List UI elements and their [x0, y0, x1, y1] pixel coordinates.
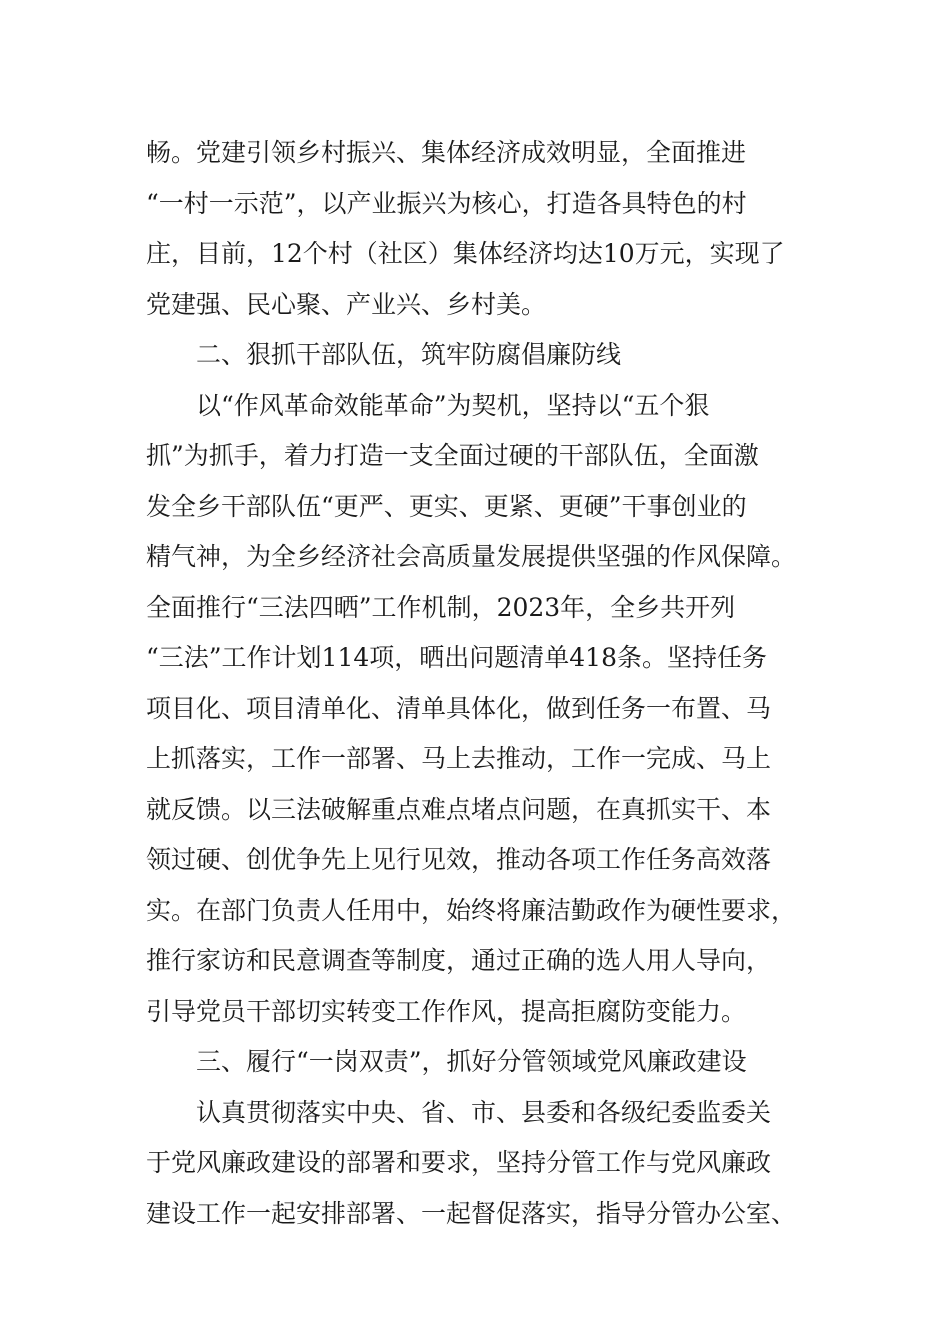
text-line-22: 建设工作一起安排部署、一起督促落实，指导分管办公室、 — [146, 1198, 797, 1228]
text-line-17: 推行家访和民意调查等制度，通过正确的选人用人导向， — [146, 946, 772, 975]
text-line-3: 庄，目前，12个村（社区）集体经济均达10万元，实现了 — [146, 239, 785, 268]
text-line-11: “三法”工作计划114项，晒出问题清单418条。坚持任务 — [146, 643, 767, 672]
text-line-21: 于党风廉政建设的部署和要求，坚持分管工作与党风廉政 — [146, 1148, 772, 1177]
document-body — [146, 128, 806, 1239]
text-line-15: 领过硬、创优争先上见行见效，推动各项工作任务高效落 — [146, 845, 772, 874]
section-heading-2: 二、狠抓干部队伍，筑牢防腐倡廉防线 — [196, 340, 622, 369]
text-line-14: 就反馈。以三法破解重点难点堵点问题，在真抓实干、本 — [146, 794, 772, 824]
text-line-7: 抓”为抓手，着力打造一支全面过硬的干部队伍，全面激 — [146, 441, 759, 470]
text-line-4: 党建强、民心聚、产业兴、乡村美。 — [146, 289, 547, 319]
text-line-18: 引导党员干部切实转变工作作风，提高拒腐防变能力。 — [146, 996, 747, 1026]
text-line-2: “一村一示范”，以产业振兴为核心，打造各具特色的村 — [146, 188, 747, 218]
text-line-13: 上抓落实，工作一部署、马上去推动，工作一完成、马上 — [146, 744, 772, 773]
text-line-9: 精气神，为全乡经济社会高质量发展提供坚强的作风保障。 — [146, 542, 797, 571]
text-line-6: 以“作风革命效能革命”为契机，坚持以“五个狠 — [196, 390, 710, 420]
text-line-16: 实。在部门负责人任用中，始终将廉洁勤政作为硬性要求， — [146, 895, 797, 925]
text-line-20: 认真贯彻落实中央、省、市、县委和各级纪委监委关 — [196, 1097, 772, 1127]
text-line-1: 畅。党建引领乡村振兴、集体经济成效明显，全面推进 — [146, 138, 747, 167]
text-line-8: 发全乡干部队伍“更严、更实、更紧、更硬”干事创业的 — [146, 491, 747, 521]
text-line-10: 全面推行“三法四晒”工作机制，2023年，全乡共开列 — [146, 592, 736, 622]
text-line-12: 项目化、项目清单化、清单具体化，做到任务一布置、马 — [146, 693, 772, 723]
section-heading-3: 三、履行“一岗双责”，抓好分管领域党风廉政建设 — [196, 1047, 747, 1076]
